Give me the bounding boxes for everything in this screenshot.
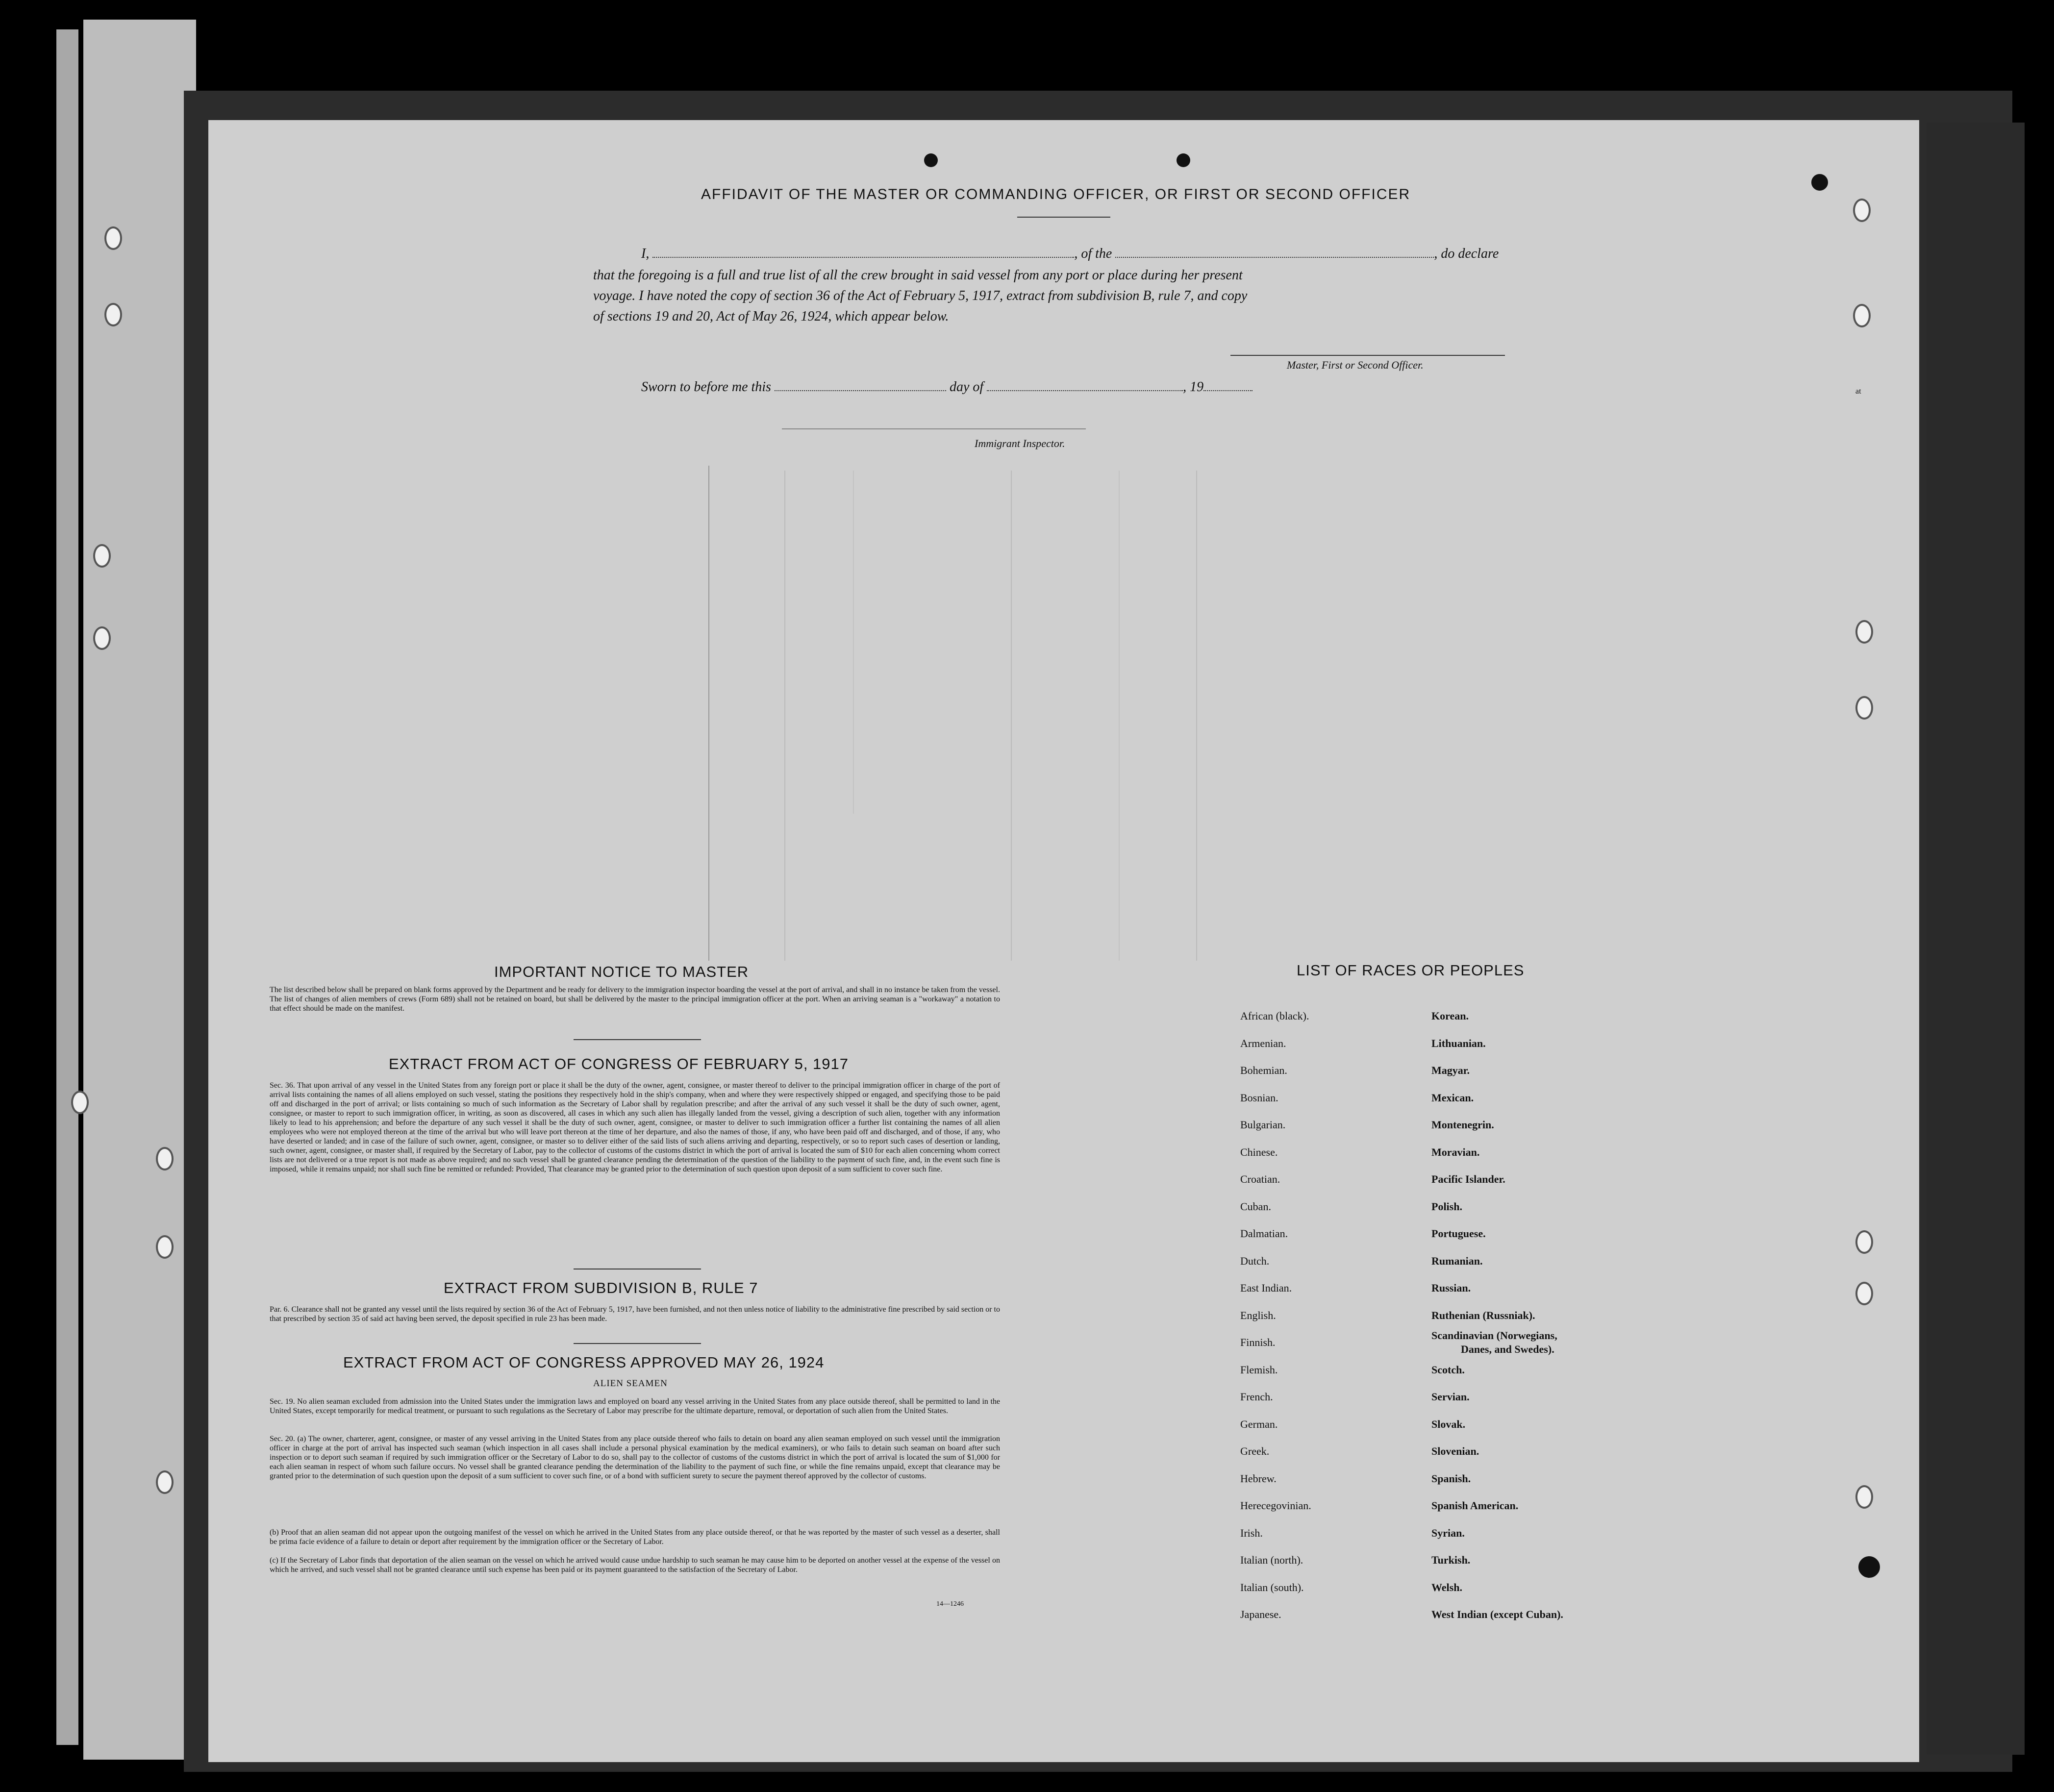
divider xyxy=(574,1039,701,1040)
races-title: LIST OF RACES OR PEOPLES xyxy=(1297,962,1525,979)
race-item: Danes, and Swedes). xyxy=(1461,1343,1554,1355)
race-item: Flemish. xyxy=(1240,1363,1278,1376)
race-item: Scotch. xyxy=(1431,1363,1465,1376)
affidavit-i: I, xyxy=(641,246,650,261)
race-item: German. xyxy=(1240,1418,1278,1430)
title-underline xyxy=(1017,217,1110,218)
year-blank[interactable] xyxy=(1203,390,1252,391)
race-item: Italian (north). xyxy=(1240,1554,1303,1566)
extract-1924-sec20a: Sec. 20. (a) The owner, charterer, agent, consignee, or master of any vessel arriving in the United States from any place outside thereof who fails to detain on board any alien seaman employed on such vessel until the immigration officer in charge at the port of arrival has inspected such seaman (which inspection in all cases shall include a personal physical examination by the medical examiners), or who fails to detain such seaman on board after such inspection or to deport such seaman if required by such immigration officer or the Secretary of Labor to do so, shall pay to the collector of customs of the customs district in which the port of arrival is located the sum of $1,000 for each alien seaman in respect of whom such failure occurs. No vessel shall be granted clearance pending the determination of the liability to the payment of such fine, or while the fine remains unpaid, except that clearance may be granted prior to the determination of such question upon the deposit of a sum sufficient to cover such fine, or of a bond with sufficient surety to secure the payment thereof approved by the collector of customs. xyxy=(270,1435,1000,1480)
extract-1924-sec20b: (b) Proof that an alien seaman did not appear upon the outgoing manifest of the vessel on which he arrived in the United States from any place outside thereof, or that he was reported by the master of such vessel as a deserter, shall be prima facie evidence of a failure to detain or deport after requirement by the immigration officer or the Secretary of Labor. xyxy=(270,1528,1000,1546)
bleed-through-line xyxy=(708,466,709,961)
right-edge-strip xyxy=(1927,123,2025,1755)
year-prefix: , 19 xyxy=(1183,379,1204,395)
binder-hole xyxy=(93,544,111,568)
extract-1924-title: EXTRACT FROM ACT OF CONGRESS APPROVED MAY 26, 1924 xyxy=(343,1354,825,1371)
divider xyxy=(574,1343,701,1344)
affidavit-line-1 xyxy=(641,243,1538,265)
master-label: Master, First or Second Officer. xyxy=(1287,359,1424,371)
race-item: Herecegovinian. xyxy=(1240,1499,1311,1512)
form-number: 14—1246 xyxy=(936,1600,964,1608)
punch-hole xyxy=(1853,304,1871,327)
sworn-line xyxy=(641,376,1252,398)
race-item: Portuguese. xyxy=(1431,1227,1486,1240)
race-item: Syrian. xyxy=(1431,1526,1465,1539)
notice-title: IMPORTANT NOTICE TO MASTER xyxy=(494,963,749,980)
race-item: Italian (south). xyxy=(1240,1581,1304,1593)
race-item: Slovak. xyxy=(1431,1418,1466,1430)
extract-rule7-title: EXTRACT FROM SUBDIVISION B, RULE 7 xyxy=(444,1279,758,1296)
races-right-column xyxy=(1431,1002,1563,1628)
race-item: Hebrew. xyxy=(1240,1472,1277,1485)
race-item: Japanese. xyxy=(1240,1608,1281,1620)
extract-1924-sec19: Sec. 19. No alien seaman excluded from admission into the United States under the immigration laws and employed on board any vessel arriving in the United States from any place outside thereof, shall be permitted to land in the United States, except temporarily for medical treatment, or pursuant to such regulations as the Secretary of Labor may prescribe for the ultimate departure, removal, or deportation of such alien from the United States. xyxy=(270,1397,1000,1415)
race-item: Turkish. xyxy=(1431,1554,1471,1566)
month-blank[interactable] xyxy=(987,390,1183,391)
bleed-through-line xyxy=(1119,471,1120,961)
vessel-blank[interactable] xyxy=(1115,257,1434,258)
document-page xyxy=(208,120,1919,1762)
race-item: Ruthenian (Russniak). xyxy=(1431,1309,1535,1321)
race-item: Rumanian. xyxy=(1431,1254,1483,1267)
races-left-column xyxy=(1240,1002,1311,1628)
race-item: West Indian (except Cuban). xyxy=(1431,1608,1563,1620)
race-item: Montenegrin. xyxy=(1431,1119,1494,1131)
race-item: English. xyxy=(1240,1309,1276,1321)
race-item: Armenian. xyxy=(1240,1037,1286,1049)
punch-hole xyxy=(1853,199,1871,222)
inspector-label: Immigrant Inspector. xyxy=(975,437,1065,449)
punch-hole xyxy=(1855,696,1873,720)
binder-strip-outer xyxy=(56,29,78,1745)
race-item: African (black). xyxy=(1240,1010,1309,1022)
affidavit-line-2: that the foregoing is a full and true list of all the crew brought in said vessel from any port or place during her present xyxy=(593,268,1243,283)
affidavit-line-3: voyage. I have noted the copy of section 36 of the Act of February 5, 1917, extract from subdivision B, rule 7, and copy xyxy=(593,288,1248,303)
race-item: Pacific Islander. xyxy=(1431,1173,1505,1185)
punch-hole xyxy=(1811,174,1828,191)
race-item: Cuban. xyxy=(1240,1200,1271,1213)
day-of-text: day of xyxy=(949,379,984,395)
binder-hole xyxy=(104,226,122,250)
binder-strip xyxy=(83,20,196,1760)
bleed-through-line xyxy=(784,471,785,961)
name-blank[interactable] xyxy=(652,257,1074,258)
binder-hole xyxy=(93,626,111,650)
race-item: Spanish. xyxy=(1431,1472,1471,1485)
affidavit-declare: , do declare xyxy=(1434,246,1499,261)
race-item: Magyar. xyxy=(1431,1064,1470,1076)
extract-rule7-body: Par. 6. Clearance shall not be granted any vessel until the lists required by section 36 of the Act of February 5, 1917, have been furnished, and not then unless notice of liability to the administrative fine prescribed by said section or to that prescribed by section 35 of said act having been served, the deposit specified in rule 23 has been made. xyxy=(270,1305,1000,1323)
extract-1917-body: Sec. 36. That upon arrival of any vessel in the United States from any foreign port or place it shall be the duty of the owner, agent, consignee, or master thereof to deliver to the principal immigration officer in charge of the port of arrival lists containing the names of all aliens employed on such vessel, stating the positions they respectively hold in the ship's company, when and where they were respectively shipped or engaged, and specifying those to be paid off and discharged in the port of arrival; or lists containing so much of such information as the Secretary of Labor shall by regulation prescribe; and after the arrival of any such vessel it shall be the duty of such owner, agent, consignee, or master to report to such immigration officer, in writing, as soon as discovered, all cases in which any such alien has illegally landed from the vessel, giving a description of such alien, together with any information likely to lead to his apprehension; and before the departure of any such vessel it shall be the duty of such owner, agent, consignee, or master to deliver to such immigration officer a further list containing the names of all alien employees who were not employed thereon at the time of the arrival but who will leave port thereon at the time of her departure, and also the names of those, if any, who have been paid off and discharged, and of those, if any, who have deserted or landed; and in case of the failure of such owner, agent, consignee, or master so to deliver either of the said lists of such aliens arriving and departing, respectively, or so to report such cases of desertion or landing, such owner, agent, consignee, or master shall, if required by the Secretary of Labor, pay to the collector of customs of the customs district in which the port of arrival is located the sum of $10 for each alien concerning whom correct lists are not delivered or a true report is not made as above required; and no such vessel shall be granted clearance pending the determination of the question of the liability to the payment of such fine, and, in the event such fine is imposed, while it remains unpaid; nor shall such fine be remitted or refunded: Provided, That clearance may be granted prior to the determination of such question upon deposit of a sum sufficient to cover such fine. xyxy=(270,1081,1000,1173)
punch-hole xyxy=(1855,1230,1873,1254)
bleed-through-line xyxy=(853,471,854,814)
race-item: Lithuanian. xyxy=(1431,1037,1486,1049)
extract-1924-subtitle: ALIEN SEAMEN xyxy=(593,1378,668,1389)
binder-hole xyxy=(71,1091,89,1114)
sworn-text: Sworn to before me this xyxy=(641,379,771,395)
race-item: Russian. xyxy=(1431,1282,1471,1294)
race-item: Greek. xyxy=(1240,1445,1270,1457)
punch-hole xyxy=(1855,1485,1873,1509)
race-item: Moravian. xyxy=(1431,1145,1480,1158)
punch-hole xyxy=(1855,1282,1873,1305)
race-item: Scandinavian (Norwegians, xyxy=(1431,1329,1557,1342)
binder-hole xyxy=(104,303,122,326)
punch-hole xyxy=(1858,1556,1880,1578)
day-blank[interactable] xyxy=(775,390,946,391)
race-item: Spanish American. xyxy=(1431,1499,1519,1512)
bleed-through-line xyxy=(1011,471,1012,961)
punch-hole xyxy=(924,153,938,167)
notice-body: The list described below shall be prepared on blank forms approved by the Department and be ready for delivery to the immigration inspector boarding the vessel at the port of arrival, and shall in no instance be taken from the vessel. The list of changes of alien members of crews (Form 689) shall not be retained on board, but shall be delivered by the master to the principal immigration officer at the port. When an arriving seaman is a "workaway" a notation to that effect should be made on the manifest. xyxy=(270,986,1000,1013)
extract-1917-title: EXTRACT FROM ACT OF CONGRESS OF FEBRUARY 5, 1917 xyxy=(389,1055,849,1072)
race-item: Welsh. xyxy=(1431,1581,1462,1593)
race-item: Chinese. xyxy=(1240,1145,1278,1158)
margin-mark: at xyxy=(1855,387,1861,396)
inspector-signature-line[interactable] xyxy=(782,428,1086,429)
affidavit-line-4: of sections 19 and 20, Act of May 26, 1924, which appear below. xyxy=(593,309,949,324)
race-item: Polish. xyxy=(1431,1200,1462,1213)
race-item: Servian. xyxy=(1431,1391,1470,1403)
affidavit-of-the: , of the xyxy=(1074,246,1112,261)
binder-hole xyxy=(156,1235,174,1259)
master-signature-line[interactable] xyxy=(1230,355,1505,356)
punch-hole xyxy=(1855,620,1873,644)
binder-hole xyxy=(156,1147,174,1170)
extract-1924-sec20c: (c) If the Secretary of Labor finds that deportation of the alien seaman on the vessel on which he arrived would cause undue hardship to such seaman he may cause him to be deported on another vessel at the expense of the vessel on which he arrived, and such vessel shall not be granted clearance until such expense has been paid or its payment guaranteed to the satisfaction of the Secretary of Labor. xyxy=(270,1556,1000,1574)
race-item: Dalmatian. xyxy=(1240,1227,1288,1240)
bleed-through-line xyxy=(1196,471,1197,961)
race-item: Dutch. xyxy=(1240,1254,1270,1267)
binder-hole xyxy=(156,1470,174,1494)
race-item: Croatian. xyxy=(1240,1173,1280,1185)
race-item: East Indian. xyxy=(1240,1282,1292,1294)
punch-hole xyxy=(1177,153,1190,167)
race-item: Finnish. xyxy=(1240,1336,1276,1348)
race-item: Korean. xyxy=(1431,1010,1469,1022)
race-item: Slovenian. xyxy=(1431,1445,1479,1457)
race-item: Bosnian. xyxy=(1240,1091,1278,1104)
race-item: Bohemian. xyxy=(1240,1064,1287,1076)
race-item: Irish. xyxy=(1240,1526,1263,1539)
race-item: French. xyxy=(1240,1391,1273,1403)
affidavit-title: AFFIDAVIT OF THE MASTER OR COMMANDING OFFICER, OR FIRST OR SECOND OFFICER xyxy=(701,186,1411,202)
race-item: Mexican. xyxy=(1431,1091,1474,1104)
race-item: Bulgarian. xyxy=(1240,1119,1286,1131)
